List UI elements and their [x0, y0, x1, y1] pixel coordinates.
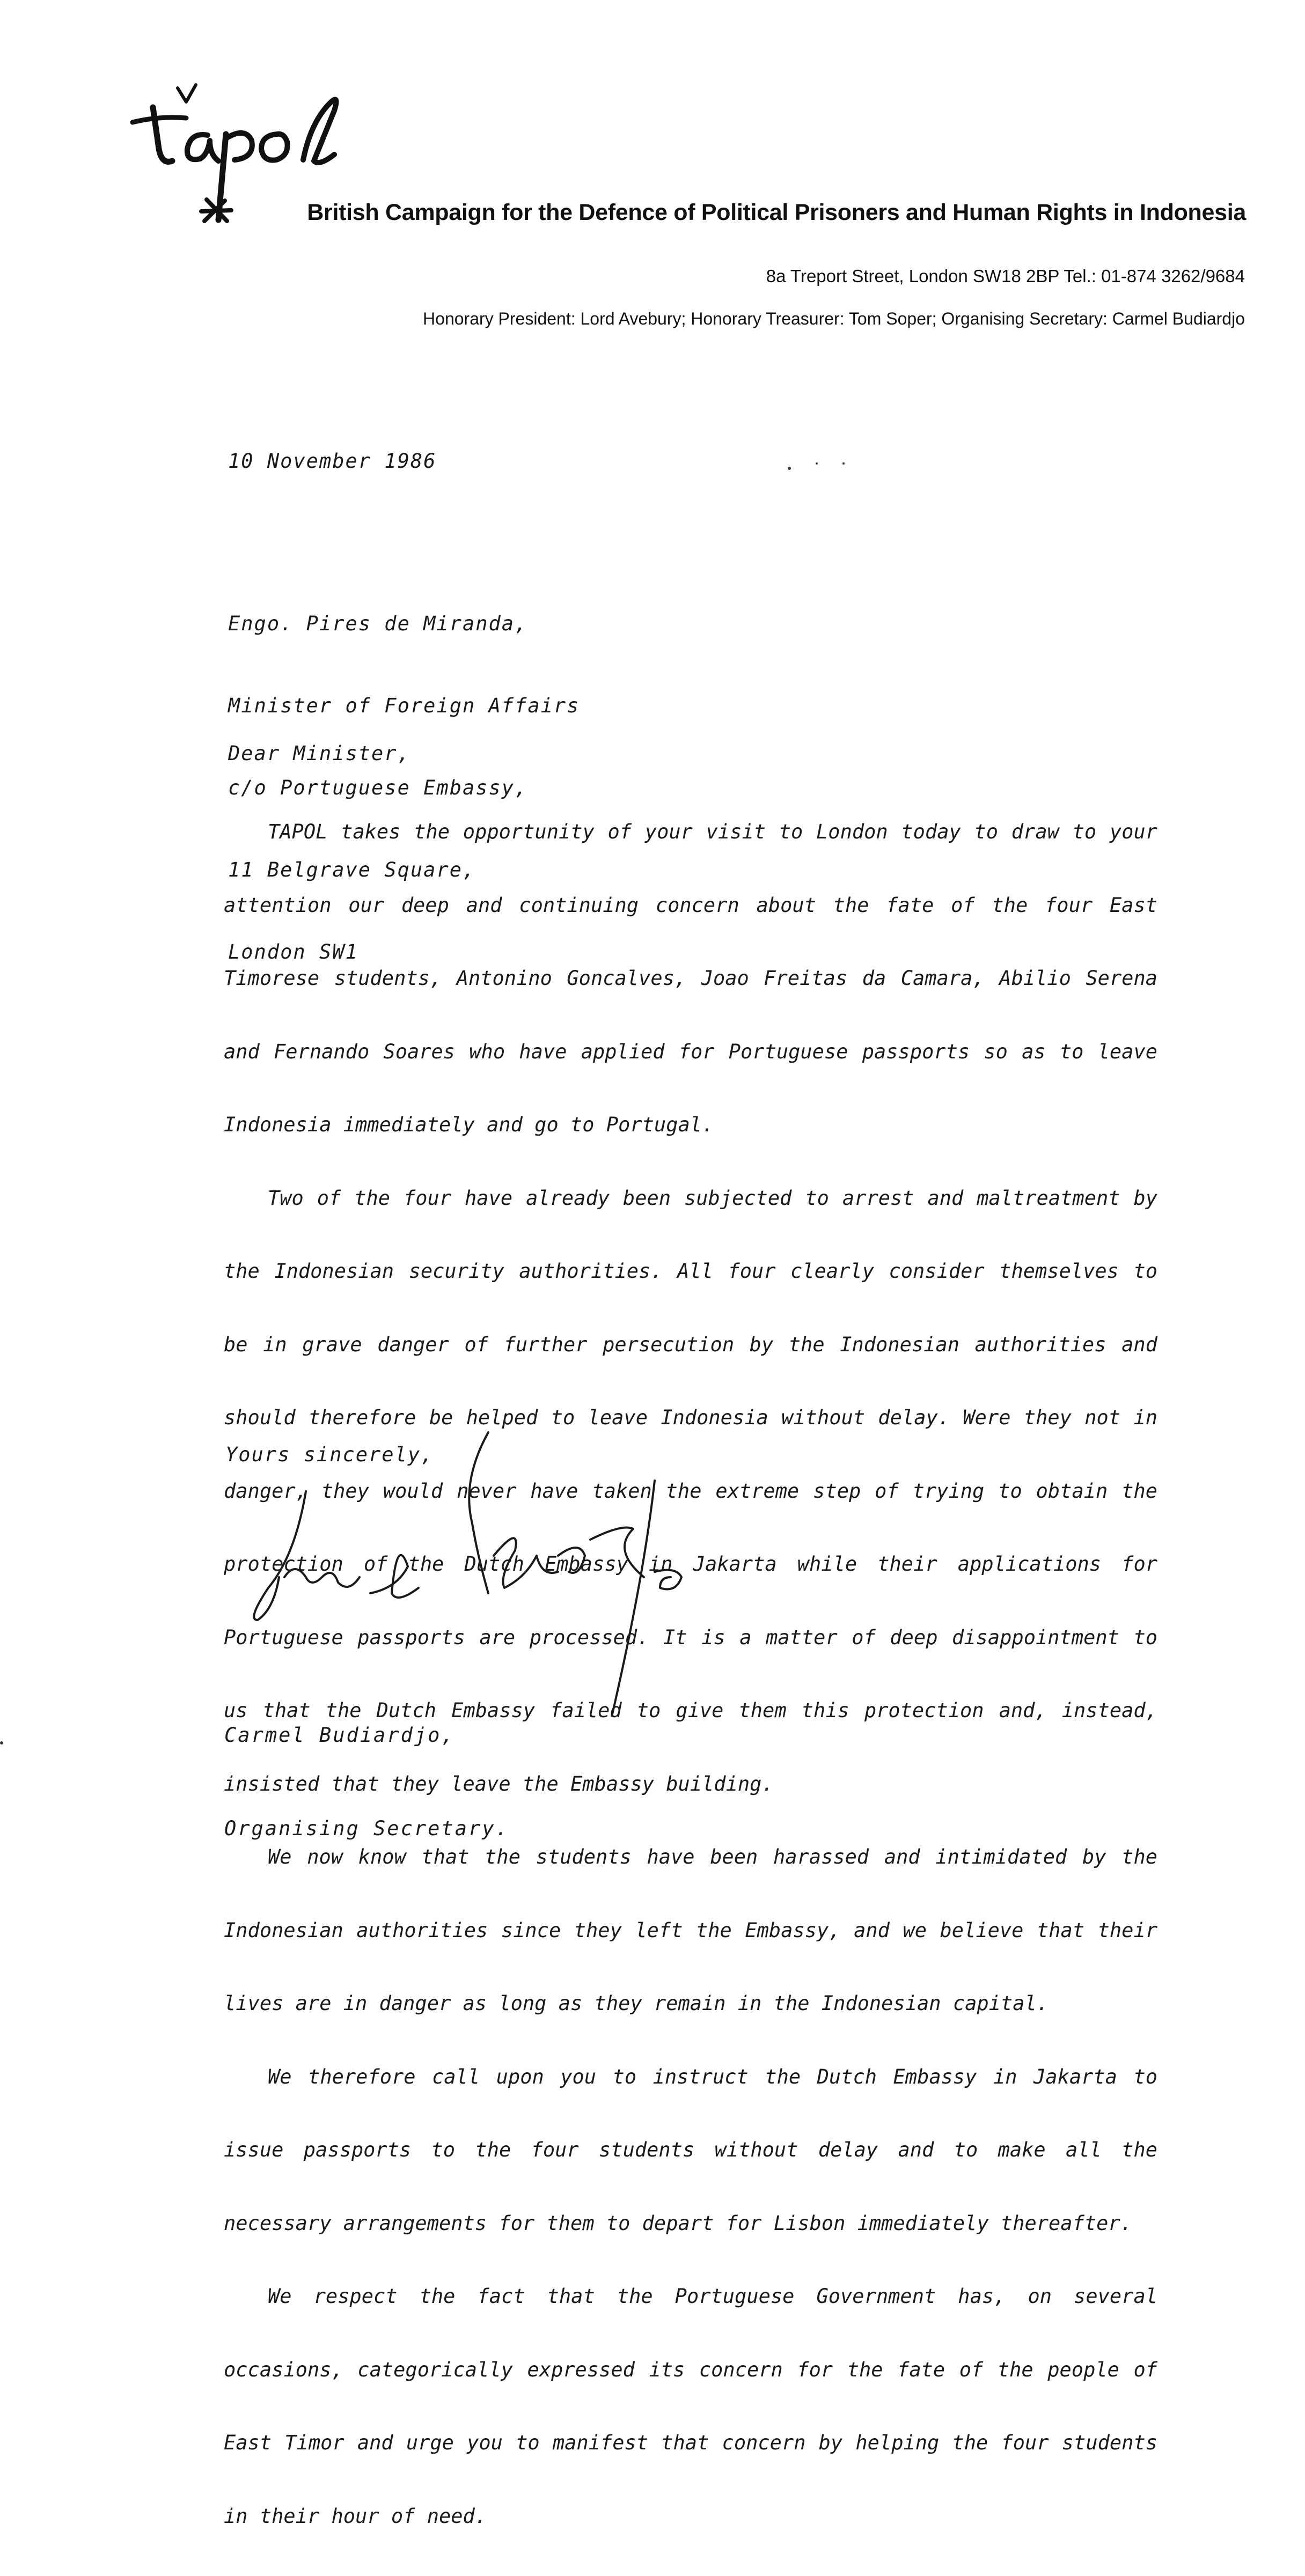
recipient-line: 11 Belgrave Square,	[228, 858, 476, 881]
body-line: TAPOL takes the opportunity of your visit to London today to draw to your	[268, 820, 1157, 843]
body-line: occasions, categorically expressed its concern for the fate of the people of	[224, 2358, 1157, 2381]
organisation-name: British Campaign for the Defence of Political Prisoners and Human Rights in Indonesia	[307, 200, 1246, 225]
body-line: danger, they would never have taken the extreme step of trying to obtain the	[224, 1479, 1157, 1503]
body-line: We therefore call upon you to instruct the Dutch Embassy in Jakarta to	[268, 2065, 1157, 2088]
organisation-officers: Honorary President: Lord Avebury; Honorary Treasurer: Tom Soper; Organising Secretary: Carmel Budiardjo	[423, 309, 1245, 328]
scan-speck	[0, 1741, 3, 1745]
recipient-line: London SW1	[228, 940, 358, 963]
body-line: necessary arrangements for them to depart for Lisbon immediately thereafter.	[224, 2211, 1132, 2235]
body-line: in their hour of need.	[224, 2504, 487, 2528]
body-line: be in grave danger of further persecution by the Indonesian authorities and	[224, 1333, 1157, 1356]
recipient-line: Minister of Foreign Affairs	[228, 694, 580, 717]
signatory-block	[224, 1658, 509, 1907]
body-line: We respect the fact that the Portuguese Government has, on several	[268, 2285, 1157, 2308]
body-line: us that the Dutch Embassy failed to give them this protection and, instead,	[224, 1699, 1157, 1722]
body-line: Two of the four have already been subjected to arrest and maltreatment by	[268, 1186, 1157, 1210]
body-line: We now know that the students have been harassed and intimidated by the	[268, 1845, 1157, 1868]
scan-speck	[788, 467, 791, 470]
body-line: Indonesian authorities since they left the Embassy, and we believe that their	[224, 1918, 1157, 1942]
signatory-title: Organising Secretary.	[224, 1817, 509, 1840]
body-line: insisted that they leave the Embassy building.	[224, 1772, 774, 1795]
letter-date: 10 November 1986	[228, 450, 437, 473]
body-line: Indonesia immediately and go to Portugal.	[224, 1113, 714, 1136]
body-line: attention our deep and continuing concern about the fate of the four East	[224, 893, 1157, 917]
organisation-address: 8a Treport Street, London SW18 2BP Tel.: 01-874 3262/9684	[766, 266, 1245, 286]
body-line: East Timor and urge you to manifest that concern by helping the four students	[224, 2431, 1157, 2454]
body-line: issue passports to the four students without delay and to make all the	[224, 2138, 1157, 2161]
body-line: Timorese students, Antonino Goncalves, Joao Freitas da Camara, Abilio Serena	[224, 967, 1157, 990]
body-line: protection of the Dutch Embassy in Jakarta while their applications for	[224, 1552, 1157, 1576]
closing: Yours sincerely,	[225, 1443, 434, 1466]
scan-speck	[816, 462, 818, 465]
recipient-line: Engo. Pires de Miranda,	[228, 612, 528, 635]
body-line: and Fernando Soares who have applied for Portuguese passports so as to leave	[224, 1040, 1157, 1063]
body-line: lives are in danger as long as they remain in the Indonesian capital.	[224, 1992, 1049, 2015]
body-line: Portuguese passports are processed. It is a matter of deep disappointment to	[224, 1625, 1157, 1649]
salutation: Dear Minister,	[228, 742, 410, 765]
body-line: should therefore be helped to leave Indonesia without delay. Were they not in	[224, 1406, 1157, 1429]
scan-speck	[842, 462, 845, 465]
recipient-line: c/o Portuguese Embassy,	[228, 776, 528, 799]
signatory-name: Carmel Budiardjo,	[224, 1724, 455, 1747]
body-line: the Indonesian security authorities. All four clearly consider themselves to	[224, 1260, 1157, 1283]
